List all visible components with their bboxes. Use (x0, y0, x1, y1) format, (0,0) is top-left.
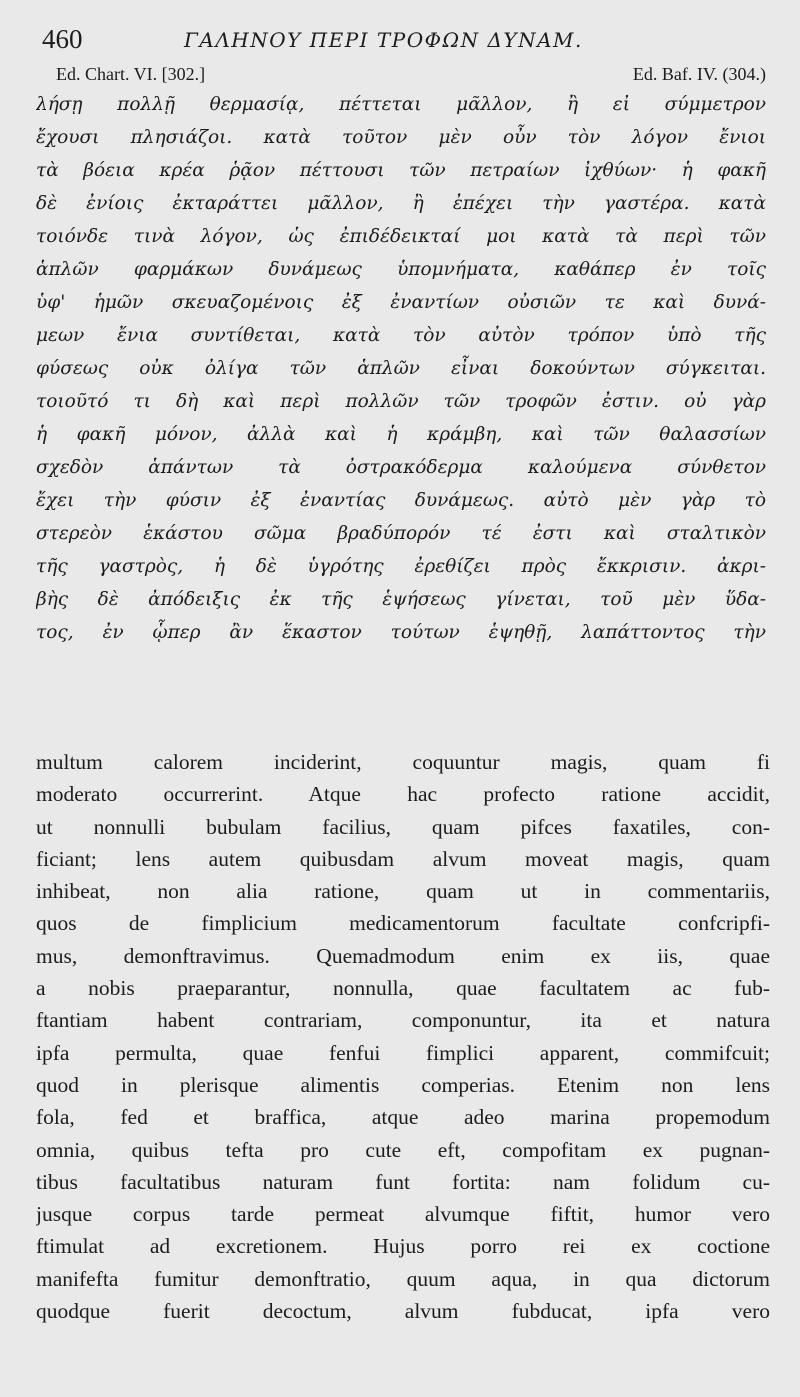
latin-line: mus, demonftravimus. Quemadmodum enim ex iis, quae (36, 943, 770, 968)
edition-chartier-ref: Ed. Chart. VI. [302.] (56, 64, 206, 84)
latin-line: ut nonnulli bubulam facilius, quam pifces faxatiles, con- (36, 814, 770, 839)
greek-line: ἔχει τὴν φύσιν ἐξ ἐναντίας δυνάμεως. αὐτὸ μὲν γὰρ τὸ (36, 490, 766, 511)
latin-line: inhibeat, non alia ratione, quam ut in commentariis, (36, 879, 770, 904)
latin-line: omnia, quibus tefta pro cute eft, compofitam ex pugnan- (36, 1137, 770, 1162)
greek-line: ἁπλῶν φαρμάκων δυνάμεως ὑπομνήματα, καθάπερ ἐν τοῖς (36, 259, 766, 280)
latin-text-block (36, 746, 770, 1327)
greek-line: στερεὸν ἑκάστου σῶμα βραδύπορόν τέ ἐστι καὶ σταλτικὸν (36, 523, 766, 544)
greek-line: τῆς γαστρὸς, ἡ δὲ ὑγρότης ἐρεθίζει πρὸς ἔκκρισιν. ἀκρι- (36, 556, 766, 577)
latin-line: fola, fed et braffica, atque adeo marina propemodum (36, 1105, 770, 1130)
latin-line: ficiant; lens autem quibusdam alvum moveat magis, quam (36, 846, 770, 871)
latin-line: quos de fimplicium medicamentorum facultate confcripfi- (36, 911, 770, 936)
greek-line: δὲ ἐνίοις ἐκταράττει μᾶλλον, ἢ ἐπέχει τὴν γαστέρα. κατὰ (36, 193, 766, 214)
latin-line: a nobis praeparantur, nonnulla, quae facultatem ac fub- (36, 976, 770, 1001)
latin-line: jusque corpus tarde permeat alvumque fiftit, humor vero (36, 1202, 770, 1227)
running-title: ΓΑΛΗΝΟΥ ΠΕΡΙ ΤΡΟΦΩΝ ΔΥΝΑΜ. (184, 28, 583, 52)
latin-line: ftantiam habent contrariam, componuntur, ita et natura (36, 1008, 770, 1033)
latin-line: quodque fuerit decoctum, alvum fubducat, ipfa vero (36, 1299, 770, 1324)
latin-line: moderato occurrerint. Atque hac profecto ratione accidit, (36, 782, 770, 807)
latin-line: quod in plerisque alimentis comperias. Etenim non lens (36, 1072, 770, 1097)
greek-line: τὰ βόεια κρέα ῥᾷον πέττουσι τῶν πετραίων ἰχθύων· ἡ φακῆ (36, 160, 766, 181)
greek-line: ἡ φακῆ μόνον, ἀλλὰ καὶ ἡ κράμβη, καὶ τῶν θαλασσίων (36, 424, 766, 445)
latin-line: ftimulat ad excretionem. Hujus porro rei ex coctione (36, 1234, 770, 1259)
page-number: 460 (42, 24, 83, 54)
latin-line: multum calorem inciderint, coquuntur magis, quam fi (36, 750, 770, 774)
latin-line: tibus facultatibus naturam funt fortita: nam folidum cu- (36, 1169, 770, 1194)
greek-line: τος, ἐν ᾧπερ ἂν ἕκαστον τούτων ἑψηθῇ, λαπάττοντος τὴν (36, 622, 766, 643)
greek-line: σχεδὸν ἁπάντων τὰ ὀστρακόδερμα καλούμενα σύνθετον (36, 457, 766, 478)
greek-line: τοιόνδε τινὰ λόγον, ὡς ἐπιδέδεικταί μοι κατὰ τὰ περὶ τῶν (36, 226, 766, 247)
greek-line: τοιοῦτό τι δὴ καὶ περὶ πολλῶν τῶν τροφῶν ἐστιν. οὐ γὰρ (36, 391, 766, 412)
greek-line: ὑφ' ἡμῶν σκευαζομένοις ἐξ ἐναντίων οὐσιῶν τε καὶ δυνά- (36, 292, 766, 313)
greek-line: λήσῃ πολλῇ θερμασίᾳ, πέττεται μᾶλλον, ἢ εἰ σύμμετρον (36, 94, 766, 115)
greek-line: βὴς δὲ ἀπόδειξις ἐκ τῆς ἑψήσεως γίνεται, τοῦ μὲν ὕδα- (36, 589, 766, 610)
greek-line: μεων ἔνια συντίθεται, κατὰ τὸν αὐτὸν τρόπον ὑπὸ τῆς (36, 325, 766, 346)
latin-line: manifefta fumitur demonftratio, quum aqua, in qua dictorum (36, 1266, 770, 1291)
edition-references (56, 64, 766, 90)
greek-line: ἔχουσι πλησιάζοι. κατὰ τοῦτον μὲν οὖν τὸν λόγον ἔνιοι (36, 127, 766, 148)
latin-line: ipfa permulta, quae fenfui fimplici apparent, commifcuit; (36, 1040, 770, 1065)
greek-text-block (36, 88, 766, 649)
greek-line: φύσεως οὐκ ὀλίγα τῶν ἁπλῶν εἶναι δοκούντων σύγκειται. (36, 358, 766, 379)
edition-basel-ref: Ed. Baf. IV. (304.) (632, 64, 766, 84)
running-head (42, 24, 772, 56)
